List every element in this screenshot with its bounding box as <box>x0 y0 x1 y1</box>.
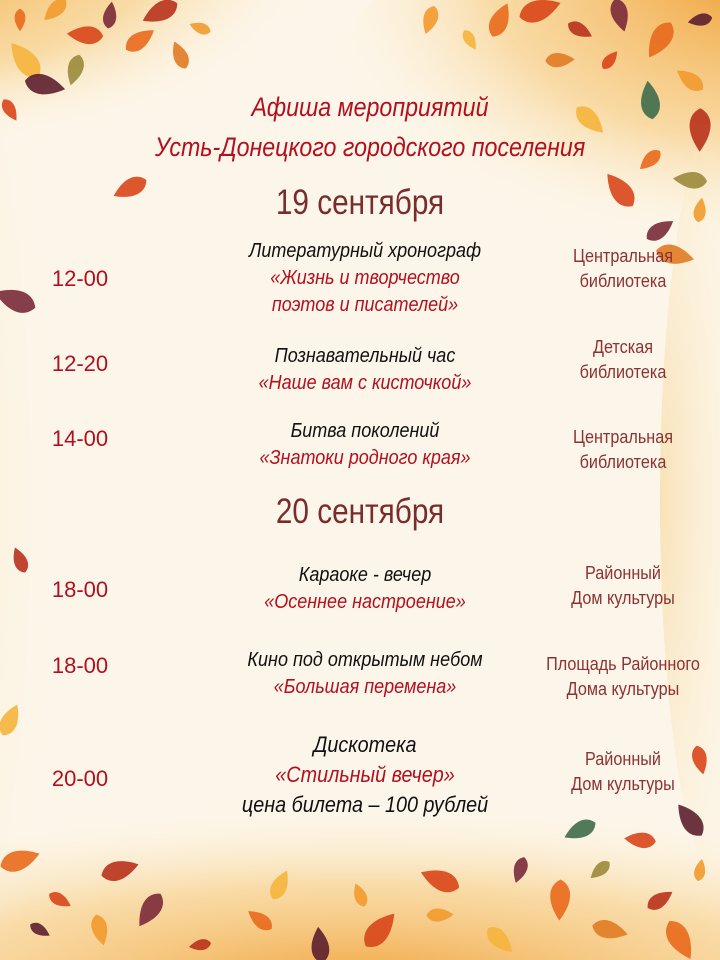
venue-line: Дома культуры <box>566 679 680 699</box>
date-heading: 20 сентября <box>275 492 445 531</box>
venue-line: Дом культуры <box>571 774 675 794</box>
event-kind: Кино под открытым небом <box>247 649 483 671</box>
venue-line: Дом культуры <box>571 588 675 608</box>
event-name-line: «Жизнь и творчество <box>270 267 460 289</box>
event-time: 14-00 <box>51 426 109 451</box>
poster-title-line-2: Усть-Донецкого городского поселения <box>155 132 586 162</box>
event-name-line: «Большая перемена» <box>273 676 457 698</box>
venue-line: Центральная <box>572 246 674 266</box>
event-title <box>226 562 505 616</box>
poster-title-line-1: Афиша мероприятий <box>251 92 489 122</box>
event-title <box>226 730 505 820</box>
event-kind: Битва поколений <box>290 420 440 442</box>
venue-line: Детская <box>592 337 654 357</box>
event-title <box>226 238 505 319</box>
event-venue <box>538 561 709 611</box>
event-title <box>226 343 505 397</box>
event-venue <box>538 652 709 702</box>
event-time: 18-00 <box>51 577 109 602</box>
event-kind: Литературный хронограф <box>248 240 482 262</box>
event-time: 12-20 <box>51 351 109 376</box>
venue-line: Районный <box>585 749 661 769</box>
event-name-line: «Стильный вечер» <box>275 762 455 787</box>
event-name-line: «Знатоки родного края» <box>259 447 471 469</box>
event-name-line: «Осеннее настроение» <box>264 591 466 613</box>
venue-line: Районный <box>585 563 661 583</box>
event-title <box>226 647 505 701</box>
event-name-line: поэтов и писателей» <box>271 294 459 316</box>
event-kind: Дискотека <box>313 732 417 757</box>
event-name-line: «Наше вам с кисточкой» <box>258 372 472 394</box>
event-venue <box>538 425 709 475</box>
event-venue <box>538 335 709 385</box>
event-time: 20-00 <box>51 766 109 791</box>
venue-line: Центральная <box>572 427 674 447</box>
event-kind: Познавательный час <box>274 345 456 367</box>
date-heading: 19 сентября <box>275 183 445 222</box>
event-kind: Караоке - вечер <box>298 564 432 586</box>
venue-line: библиотека <box>579 271 667 291</box>
event-venue <box>538 244 709 294</box>
venue-line: Площадь Районного <box>546 654 700 674</box>
venue-line: библиотека <box>579 362 667 382</box>
event-venue <box>538 747 709 797</box>
ticket-price: цена билета – 100 рублей <box>241 792 489 817</box>
event-title <box>226 418 505 472</box>
event-time: 18-00 <box>51 653 109 678</box>
venue-line: библиотека <box>579 452 667 472</box>
event-time: 12-00 <box>51 266 109 291</box>
